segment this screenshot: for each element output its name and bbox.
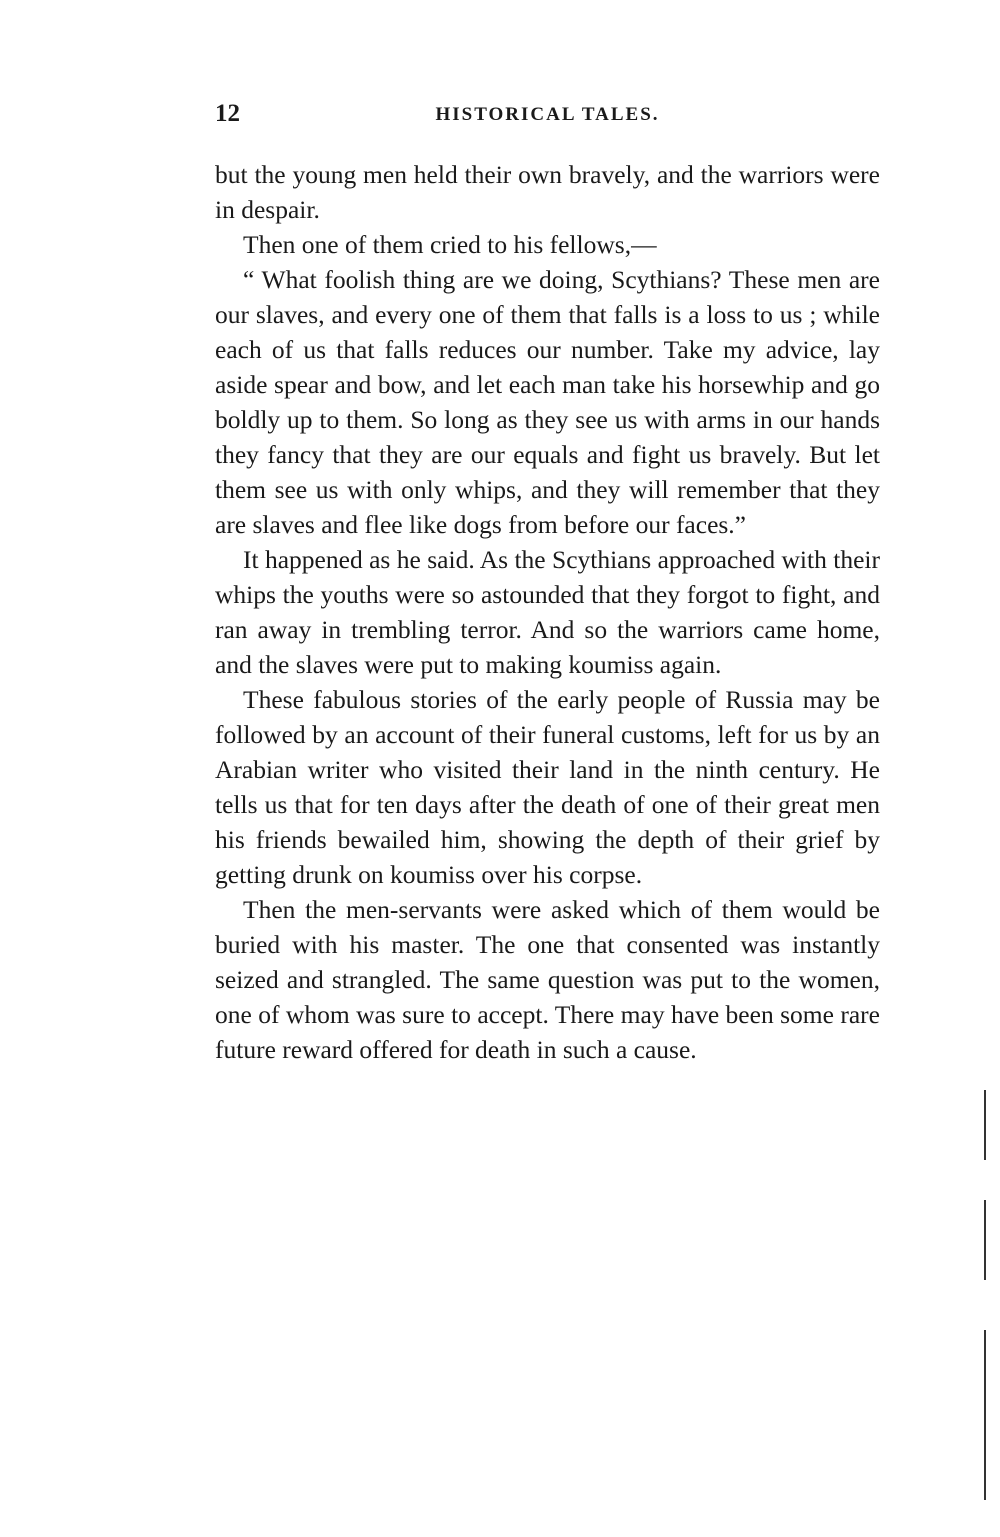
page-edge-shadow	[984, 1330, 986, 1500]
paragraph: These fabulous stories of the early people of Russia may be followed by an account of their funeral customs, left for us by an Arabian writer who visited their land in the ninth century. He tells us that for ten days after the death of one of their great men his friends bewailed him, showing the depth of their grief by getting drunk on koumiss over his corpse.	[215, 685, 880, 889]
page-edge-shadow	[984, 1200, 986, 1280]
paragraph-quote: “ What foolish thing are we doing, Scythians? These men are our slaves, and every one of them that falls is a loss to us ; while each of us that falls reduces our number. Take my advice, lay aside spear and bow, and let each man take his horsewhip and go boldly up to them. So long as they see us with arms in our hands they fancy that they are our equals and fight us bravely. But let them see us with only whips, and they will remember that they are slaves and flee like dogs from before our faces.”	[215, 265, 880, 539]
running-title: HISTORICAL TALES.	[435, 104, 660, 125]
page-number: 12	[215, 100, 240, 127]
body-text	[215, 157, 880, 1067]
page-edge-shadow	[984, 1090, 986, 1160]
paragraph: Then the men-servants were asked which of them would be buried with his master. The one that consented was instantly seized and strangled. The same question was put to the women, one of whom was sure to accept. There may have been some rare future reward offered for death in such a cause.	[215, 895, 880, 1064]
paragraph-continuation: but the young men held their own bravely, and the warriors were in despair.	[215, 160, 880, 224]
running-head	[215, 100, 880, 136]
paragraph: It happened as he said. As the Scythians approached with their whips the youths were so astounded that they forgot to fight, and ran away in trembling terror. And so the warriors came home, and the slaves were put to making koumiss again.	[215, 545, 880, 679]
paragraph: Then one of them cried to his fellows,—	[243, 230, 657, 259]
